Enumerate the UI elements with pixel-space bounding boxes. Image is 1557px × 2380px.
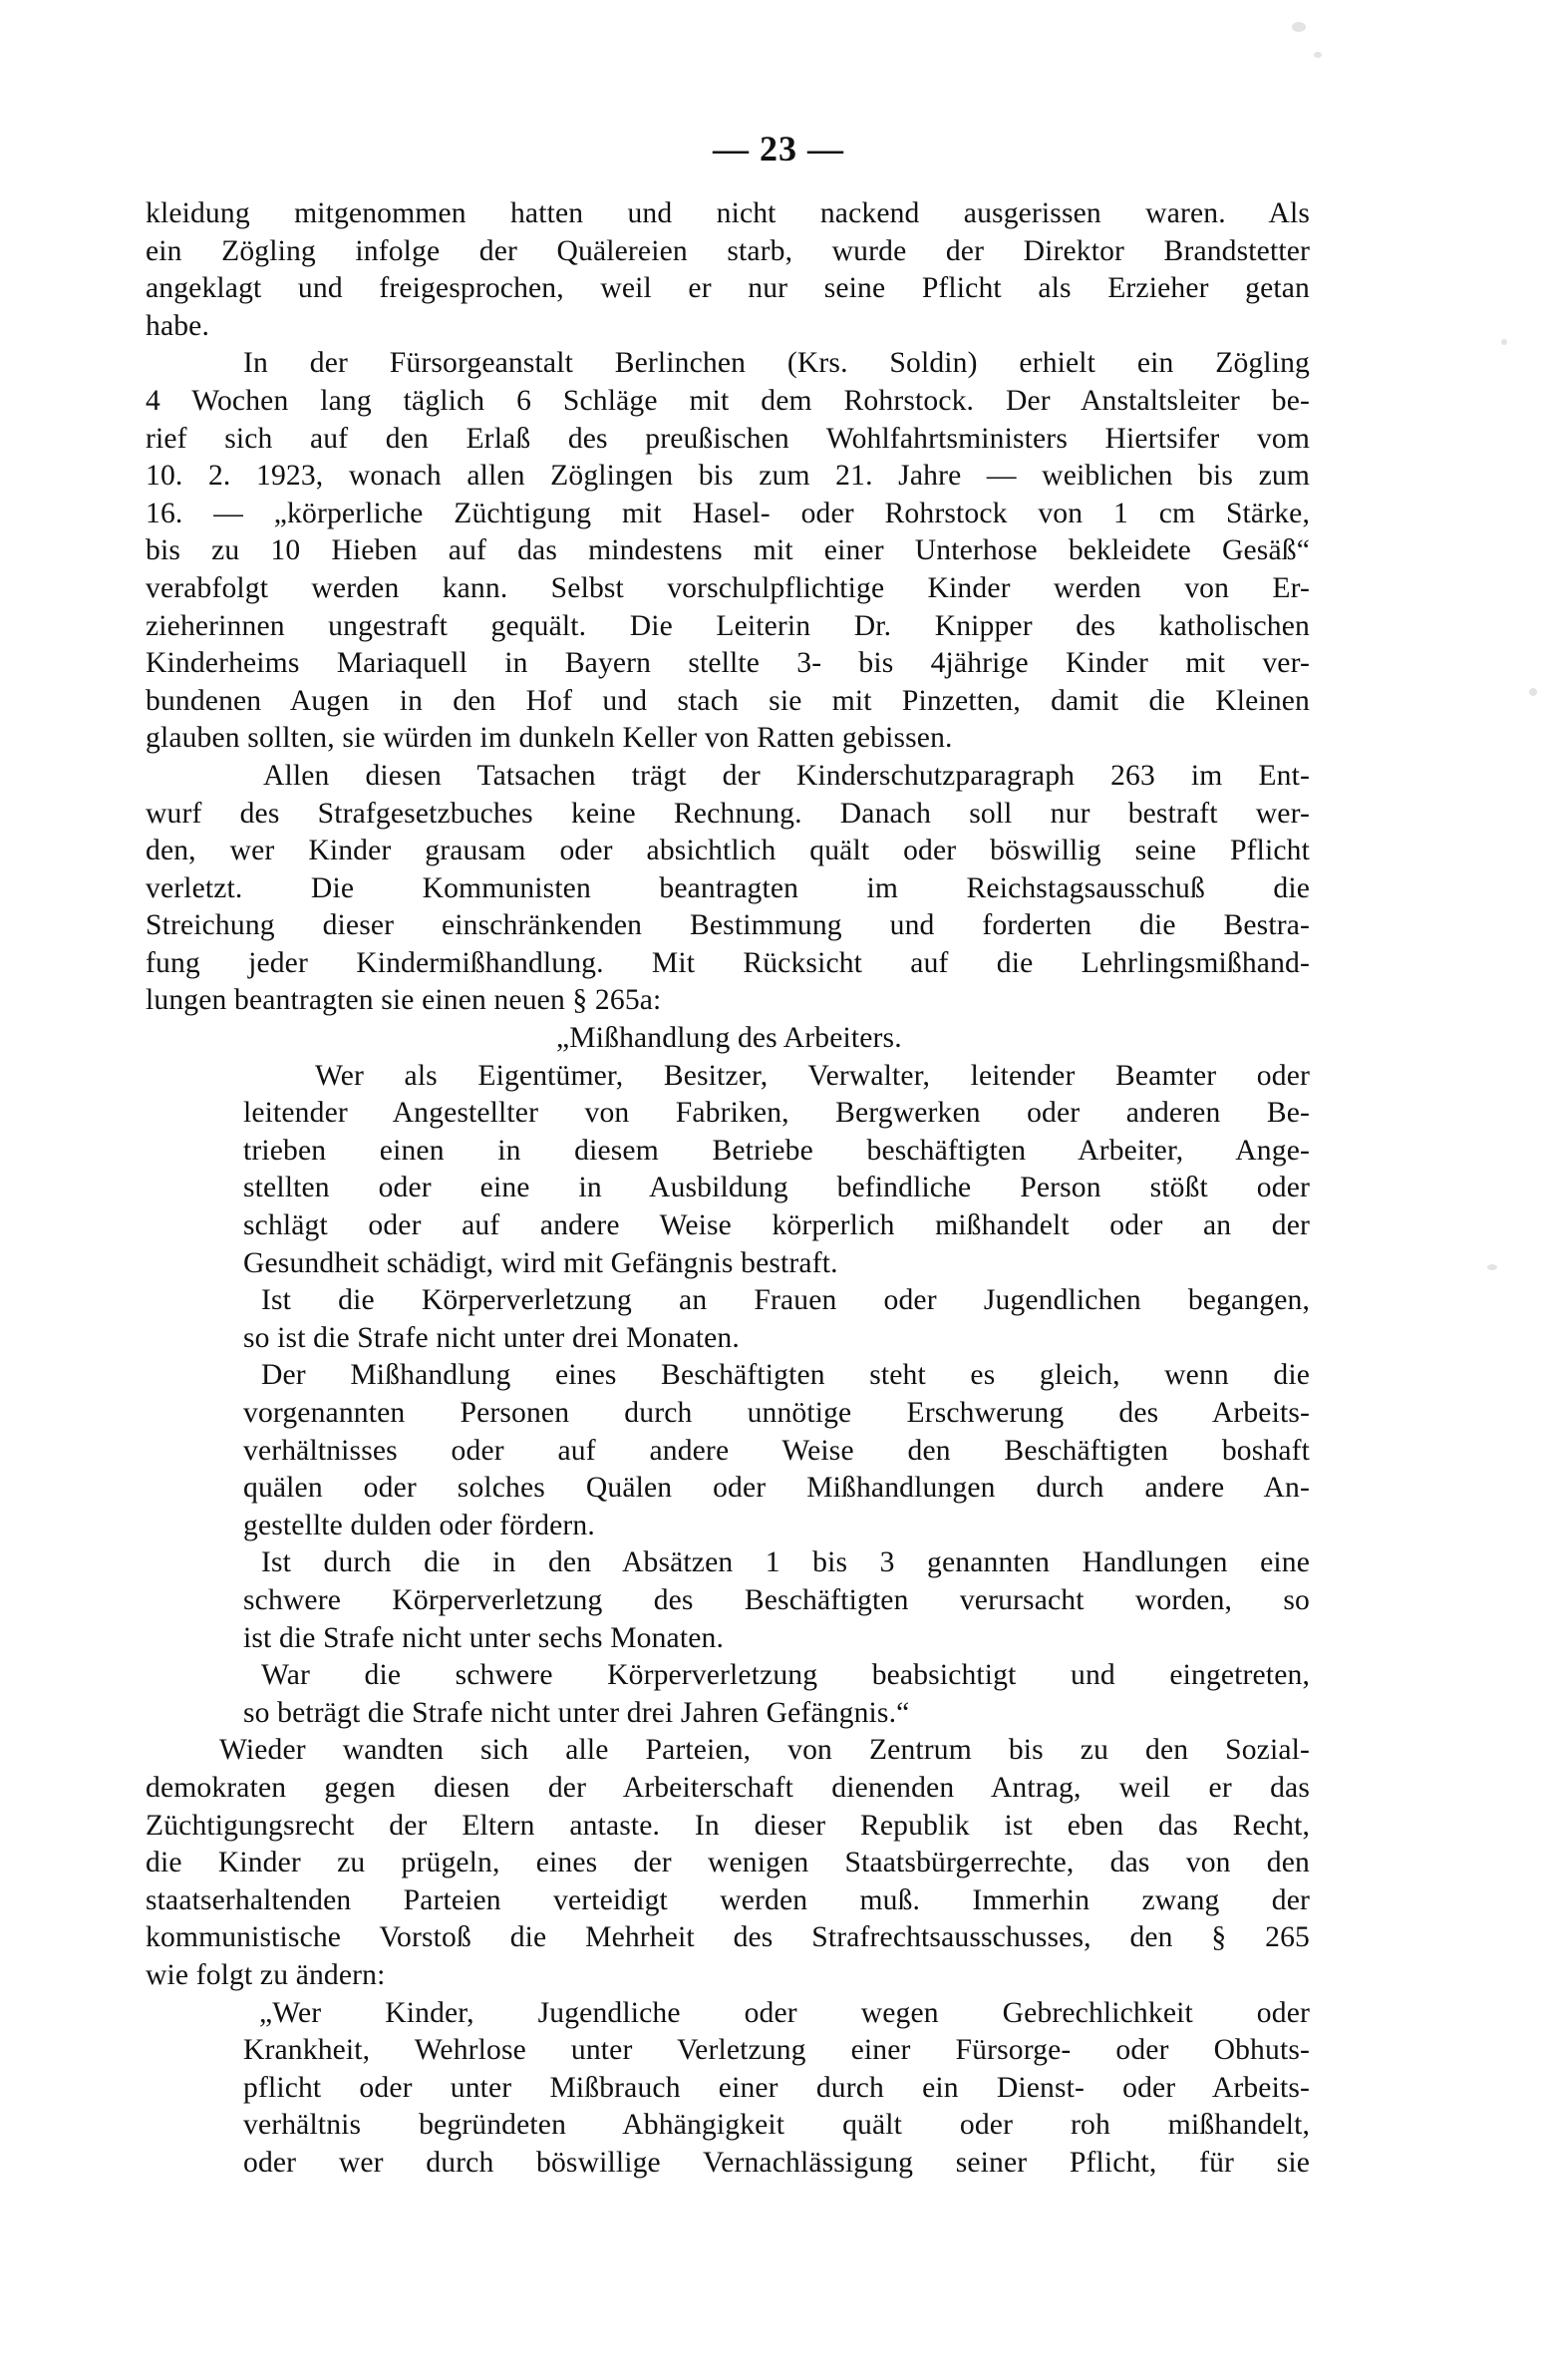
text-line: bis zu 10 Hieben auf das mindestens mit einer Unterhose bekleidete Gesäß“: [146, 534, 1310, 567]
text-line: Krankheit, Wehrlose unter Verletzung einer Fürsorge- oder Obhuts-: [243, 2034, 1310, 2067]
text-line: verhältnisses oder auf andere Weise den Beschäftigten boshaft: [243, 1434, 1310, 1467]
scan-speck: [1292, 22, 1306, 32]
scan-speck: [1487, 1264, 1497, 1270]
text-line: Kinderheims Mariaquell in Bayern stellte 3- bis 4jährige Kinder mit ver-: [146, 647, 1310, 680]
text-line: demokraten gegen diesen der Arbeiterschaft dienenden Antrag, weil er das: [146, 1771, 1310, 1804]
text-line: In der Fürsorgeanstalt Berlinchen (Krs. Soldin) erhielt ein Zögling: [243, 347, 1310, 380]
text-line: habe.: [146, 309, 210, 342]
body-text: [146, 195, 1310, 2182]
text-line: verhältnis begründeten Abhängigkeit quält oder roh mißhandelt,: [243, 2109, 1310, 2142]
scan-speck: [1529, 688, 1537, 696]
text-line: vorgenannten Personen durch unnötige Erschwerung des Arbeits-: [243, 1397, 1310, 1429]
text-line: gestellte dulden oder fördern.: [243, 1509, 595, 1541]
text-line: wurf des Strafgesetzbuches keine Rechnung. Danach soll nur bestraft wer-: [146, 797, 1310, 830]
text-line: staatserhaltenden Parteien verteidigt werden muß. Immerhin zwang der: [146, 1883, 1310, 1916]
scan-speck: [1314, 52, 1322, 58]
text-line: verabfolgt werden kann. Selbst vorschulpflichtige Kinder werden von Er-: [146, 571, 1310, 604]
text-line: Wer als Eigentümer, Besitzer, Verwalter, leitender Beamter oder: [315, 1059, 1310, 1092]
text-line: Züchtigungsrecht der Eltern antaste. In dieser Republik ist eben das Recht,: [146, 1809, 1310, 1842]
text-line: bundenen Augen in den Hof und stach sie mit Pinzetten, damit die Kleinen: [146, 684, 1310, 717]
text-line: Ist die Körperverletzung an Frauen oder Jugendlichen begangen,: [261, 1284, 1310, 1317]
text-line: quälen oder solches Quälen oder Mißhandlungen durch andere An-: [243, 1472, 1310, 1505]
text-line: oder wer durch böswillige Vernachlässigung seiner Pflicht, für sie: [243, 2146, 1310, 2179]
text-line: 16. — „körperliche Züchtigung mit Hasel- oder Rohrstock von 1 cm Stärke,: [146, 497, 1310, 529]
text-line: den, wer Kinder grausam oder absichtlich quält oder böswillig seine Pflicht: [146, 835, 1310, 867]
text-line: 4 Wochen lang täglich 6 Schläge mit dem Rohrstock. Der Anstaltsleiter be-: [146, 384, 1310, 417]
text-line: kommunistische Vorstoß die Mehrheit des Strafrechtsausschusses, den § 265: [146, 1921, 1310, 1954]
text-line: Gesundheit schädigt, wird mit Gefängnis bestraft.: [243, 1246, 838, 1279]
text-line: verletzt. Die Kommunisten beantragten im Reichstagsausschuß die: [146, 871, 1310, 904]
text-line: Streichung dieser einschränkenden Bestimmung und forderten die Bestra-: [146, 909, 1310, 942]
text-line: so ist die Strafe nicht unter drei Monaten.: [243, 1321, 740, 1354]
text-line: rief sich auf den Erlaß des preußischen Wohlfahrtsministers Hiertsifer vom: [146, 422, 1310, 455]
text-line: kleidung mitgenommen hatten und nicht nackend ausgerissen waren. Als: [146, 197, 1310, 229]
text-line: War die schwere Körperverletzung beabsichtigt und eingetreten,: [261, 1659, 1310, 1692]
text-line: Allen diesen Tatsachen trägt der Kinderschutzparagraph 263 im Ent-: [263, 759, 1310, 792]
text-line: Ist durch die in den Absätzen 1 bis 3 genannten Handlungen eine: [261, 1546, 1310, 1579]
text-line: stellten oder eine in Ausbildung befindliche Person stößt oder: [243, 1172, 1310, 1204]
text-line: Der Mißhandlung eines Beschäftigten steht es gleich, wenn die: [261, 1359, 1310, 1392]
text-line: fung jeder Kindermißhandlung. Mit Rücksicht auf die Lehrlingsmißhand-: [146, 946, 1310, 979]
text-line: schwere Körperverletzung des Beschäftigten verursacht worden, so: [243, 1583, 1310, 1616]
scan-speck: [1501, 339, 1507, 345]
text-line: 10. 2. 1923, wonach allen Zöglingen bis zum 21. Jahre — weiblichen bis zum: [146, 460, 1310, 493]
text-line: lungen beantragten sie einen neuen § 265a:: [146, 984, 662, 1017]
text-line: angeklagt und freigesprochen, weil er nur seine Pflicht als Erzieher getan: [146, 272, 1310, 305]
page-number: — 23 —: [713, 129, 844, 169]
text-line: leitender Angestellter von Fabriken, Bergwerken oder anderen Be-: [243, 1097, 1310, 1130]
text-line: trieben einen in diesem Betriebe beschäftigten Arbeiter, Ange-: [243, 1134, 1310, 1167]
text-line: ist die Strafe nicht unter sechs Monaten.: [243, 1621, 724, 1654]
text-line: wie folgt zu ändern:: [146, 1958, 386, 1991]
text-line: „Wer Kinder, Jugendliche oder wegen Gebrechlichkeit oder: [259, 1996, 1310, 2029]
text-line: glauben sollten, sie würden im dunkeln Keller von Ratten gebissen.: [146, 722, 953, 755]
text-line: zieherinnen ungestraft gequält. Die Leiterin Dr. Knipper des katholischen: [146, 609, 1310, 642]
text-line: „Mißhandlung des Arbeiters.: [556, 1022, 902, 1055]
text-line: schlägt oder auf andere Weise körperlich mißhandelt oder an der: [243, 1209, 1310, 1242]
text-line: pflicht oder unter Mißbrauch einer durch ein Dienst- oder Arbeits-: [243, 2071, 1310, 2104]
text-line: die Kinder zu prügeln, eines der wenigen Staatsbürgerrechte, das von den: [146, 1847, 1310, 1879]
text-line: ein Zögling infolge der Quälereien starb, wurde der Direktor Brandstetter: [146, 234, 1310, 267]
text-line: Wieder wandten sich alle Parteien, von Zentrum bis zu den Sozial-: [219, 1734, 1310, 1767]
text-line: so beträgt die Strafe nicht unter drei Jahren Gefängnis.“: [243, 1696, 910, 1729]
